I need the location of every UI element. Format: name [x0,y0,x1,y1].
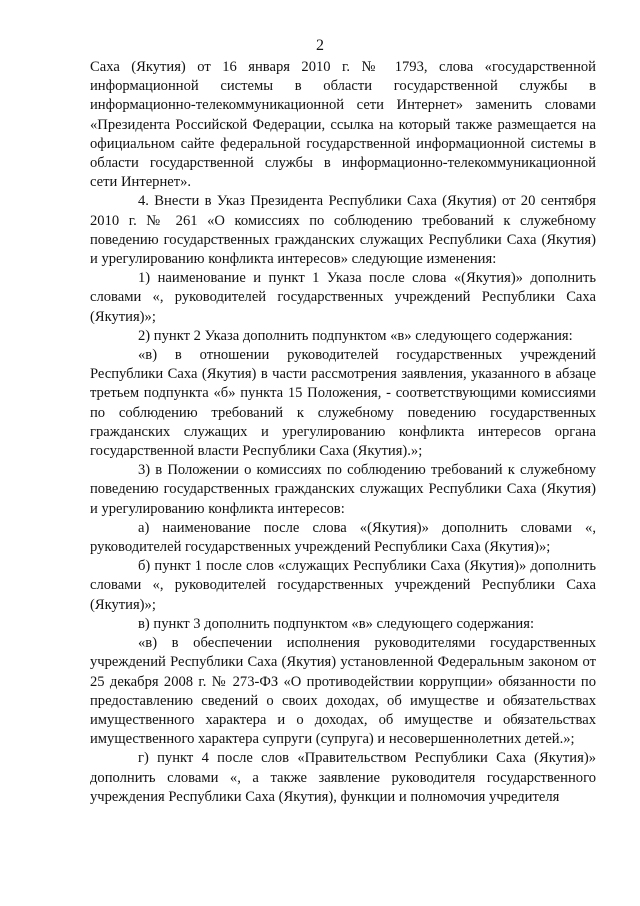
paragraph-subitem-3-v-text: «в) в обеспечении исполнения руководителями государственных учреждений Республики Саха (Якутия) установленной Федеральным законом от 25 декабря 2008 г. № 273-ФЗ «О противодействии коррупции» обязанности по предоставлению сведений о своих доходах, об имуществе и обязательствах имущественного характера и о доходах, об имуществе и обязательствах имущественного характера супруги (супруга) и несовершеннолетних детей.»; [90,635,596,748]
page-number: 2 [316,37,324,54]
document-body [90,58,596,807]
paragraph-subitem-3-a: а) наименование после слова «(Якутия)» дополнить словами «, руководителей государственных учреждений Республики Саха (Якутия)»; [90,519,596,556]
paragraph-subitem-1: 1) наименование и пункт 1 Указа после слова «(Якутия)» дополнить словами «, руководителей государственных учреждений Республики Саха (Якутия)»; [90,270,596,325]
paragraph-subitem-3-v: в) пункт 3 дополнить подпунктом «в» следующего содержания: [138,615,535,632]
paragraph-subitem-2: 2) пункт 2 Указа дополнить подпунктом «в» следующего содержания: [138,327,573,344]
paragraph-subitem-2-v: «в) в отношении руководителей государственных учреждений Республики Саха (Якутия) в части рассмотрения заявления, указанного в абзаце третьем подпункта «б» пункта 15 Положения, - соответствующими комиссиями по соблюдению требований к служебному поведению государственных гражданских служащих и урегулированию конфликта интересов органа государственной власти Республики Саха (Якутия).»; [90,347,596,460]
paragraph-item-4: 4. Внести в Указ Президента Республики Саха (Якутия) от 20 сентября 2010 г. № 261 «О комиссиях по соблюдению требований к служебному поведению государственных гражданских служащих Республики Саха (Якутия) и урегулированию конфликта интересов» следующие изменения: [90,193,596,268]
paragraph-subitem-3-b: б) пункт 1 после слов «служащих Республики Саха (Якутия)» дополнить словами «, руководителей государственных учреждений Республики Саха (Якутия)»; [90,558,596,613]
paragraph-continuation: Саха (Якутия) от 16 января 2010 г. № 1793, слова «государственной информационной системы в области государственной службы в информационно-телекоммуникационной сети Интернет» заменить словами «Президента Российской Федерации, ссылка на который также размещается на официальном сайте федеральной государственной информационной системы в области государственной службы в информационно-телекоммуникационной сети Интернет». [90,59,596,191]
paragraph-subitem-3-g: г) пункт 4 после слов «Правительством Республики Саха (Якутия)» дополнить словами «, а также заявление руководителя государственного учреждения Республики Саха (Якутия), функции и полномочия учредителя [90,750,596,805]
paragraph-subitem-3: 3) в Положении о комиссиях по соблюдению требований к служебному поведению государственных гражданских служащих Республики Саха (Якутия) и урегулированию конфликта интересов: [90,462,596,517]
